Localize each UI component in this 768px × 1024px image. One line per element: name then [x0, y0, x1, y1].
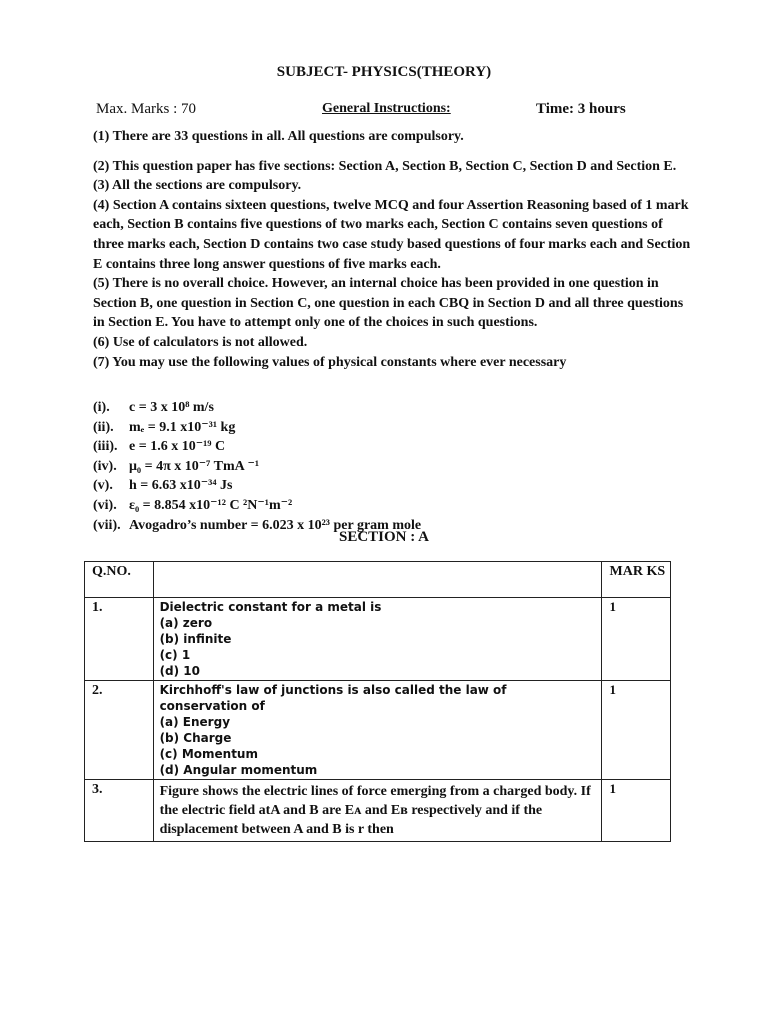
question-cell	[153, 598, 601, 681]
option-b: (b) infinite	[159, 632, 232, 646]
constant-number: (vi).	[93, 497, 117, 513]
general-instructions-heading: General Instructions:	[322, 101, 451, 116]
option-d: (d) Angular momentum	[159, 763, 318, 777]
constants-list	[93, 398, 421, 535]
instruction-2: (2) This question paper has five sections: Section A, Section B, Section C, Section D and Section E.	[93, 158, 677, 174]
constant-number: (i).	[93, 400, 110, 415]
question-number: 3.	[85, 780, 154, 842]
question-cell	[153, 681, 601, 780]
instruction-1: (1) There are 33 questions in all. All questions are compulsory.	[93, 129, 464, 144]
section-title: SECTION : A	[338, 529, 430, 545]
option-a: (a) Energy	[159, 715, 231, 729]
time-allowed: Time: 3 hours	[536, 101, 626, 117]
constant-value: Avogadro’s number = 6.023 x 10²³ per gram mole	[129, 517, 422, 533]
option-c: (c) Momentum	[159, 747, 258, 761]
max-marks: Max. Marks : 70	[96, 101, 196, 117]
question-text: Dielectric constant for a metal is	[159, 600, 382, 614]
constant-number: (iii).	[93, 439, 118, 455]
table-row	[85, 681, 671, 780]
table-row	[85, 598, 671, 681]
header-marks: MAR KS	[601, 562, 670, 598]
question-number: 1.	[85, 598, 154, 681]
instructions-list	[93, 127, 693, 372]
table-row	[85, 780, 671, 842]
constant-number: (vii).	[93, 517, 121, 533]
constant-value: ε₀ = 8.854 x10⁻¹² C ²N⁻¹m⁻²	[129, 497, 293, 513]
header-question	[153, 562, 601, 598]
question-text: Figure shows the electric lines of force emerging from a charged body. If the electric field atA and B are Eᴀ and Eʙ respectively and if the displacement between A and B is r then	[159, 784, 591, 837]
constant-value: mₑ = 9.1 x10⁻³¹ kg	[129, 419, 236, 435]
constant-number: (v).	[93, 478, 113, 494]
instruction-3: (3) All the sections are compulsory.	[93, 178, 302, 194]
option-c: (c) 1	[159, 648, 191, 662]
constant-value: μ₀ = 4π x 10⁻⁷ TmA ⁻¹	[129, 458, 260, 474]
constant-item	[93, 437, 421, 457]
question-marks: 1	[601, 598, 670, 681]
constant-value: c = 3 x 10⁸ m/s	[129, 400, 214, 415]
constant-item	[93, 496, 421, 516]
constant-value: e = 1.6 x 10⁻¹⁹ C	[129, 439, 226, 455]
question-cell	[153, 780, 601, 842]
constant-item	[93, 398, 421, 418]
constant-item	[93, 457, 421, 477]
instruction-5: (5) There is no overall choice. However, an internal choice has been provided in one question in Section B, one question in Section C, one question in each CBQ in Section D and all three questions in Section E. You have to attempt only one of the choices in such questions.	[93, 276, 684, 331]
constant-value: h = 6.63 x10⁻³⁴ Js	[129, 478, 233, 494]
table-header-row	[85, 562, 671, 598]
constant-item	[93, 476, 421, 496]
constant-number: (iv).	[93, 458, 117, 474]
question-number: 2.	[85, 681, 154, 780]
instruction-4: (4) Section A contains sixteen questions, twelve MCQ and four Assertion Reasoning based of 1 mark each, Section B contains five questions of two marks each, Section C contains seven questions of three marks each, Section D contains two case study based questions of four marks each and Section E contains three long answer questions of five marks each.	[93, 197, 691, 272]
page-title: SUBJECT- PHYSICS(THEORY)	[276, 64, 492, 80]
question-marks: 1	[601, 780, 670, 842]
header-qno: Q.NO.	[85, 562, 154, 598]
option-b: (b) Charge	[159, 731, 232, 745]
question-marks: 1	[601, 681, 670, 780]
instruction-6: (6) Use of calculators is not allowed.	[93, 334, 308, 350]
question-text: Kirchhoff's law of junctions is also called the law of conservation of	[159, 683, 507, 713]
instruction-7: (7) You may use the following values of physical constants where ever necessary	[93, 354, 567, 370]
constant-number: (ii).	[93, 419, 114, 435]
option-a: (a) zero	[159, 616, 213, 630]
option-d: (d) 10	[159, 664, 200, 678]
constant-item	[93, 418, 421, 438]
questions-table	[84, 561, 671, 842]
